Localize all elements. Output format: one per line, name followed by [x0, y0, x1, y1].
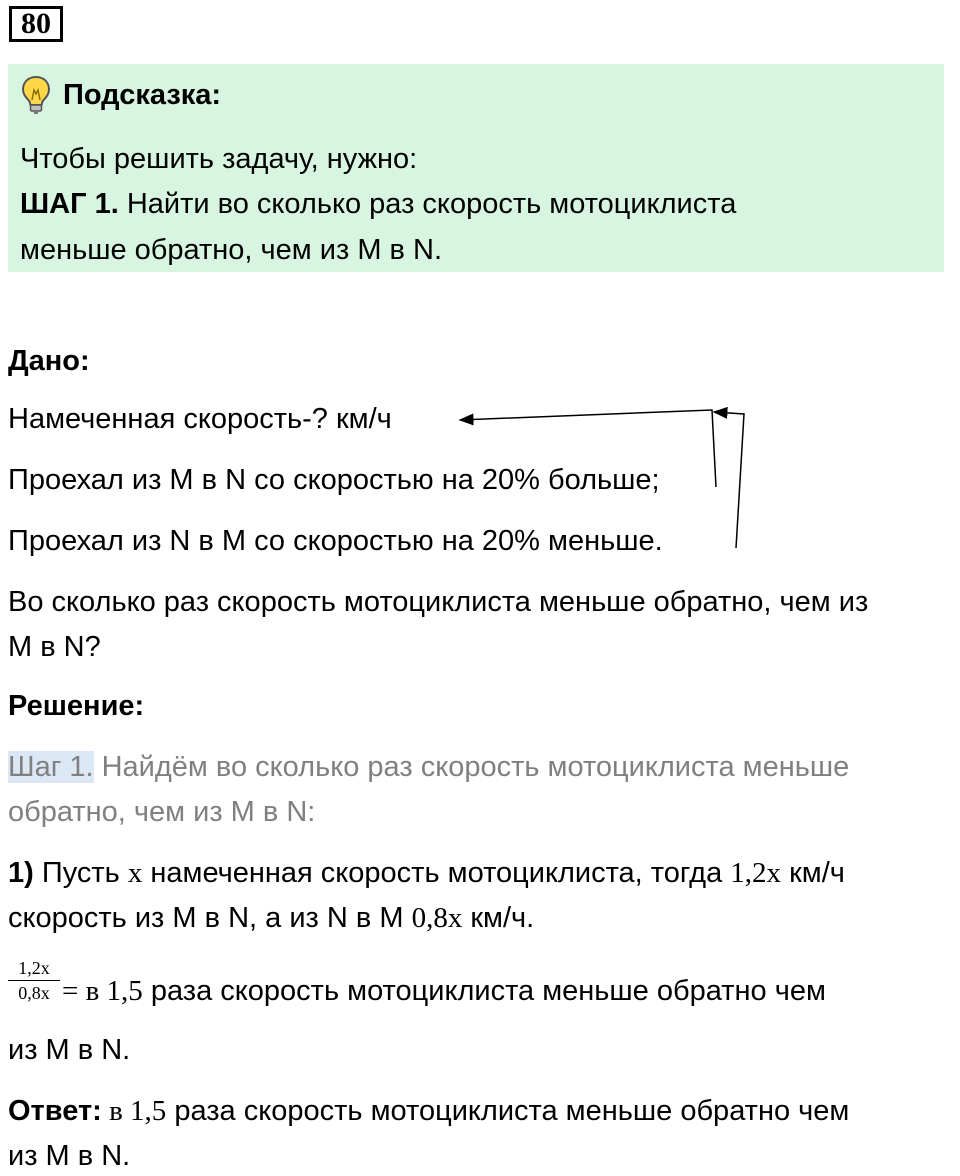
hint-step-line-2: меньше обратно, чем из M в N.: [20, 234, 443, 266]
expr-forward-speed: 1,2x: [730, 857, 782, 889]
task-number: 80: [9, 6, 63, 42]
solution-point-1-line-2: [8, 900, 534, 936]
hint-intro: Чтобы решить задачу, нужно:: [20, 143, 418, 175]
answer-value: в 1,5: [101, 1095, 167, 1127]
solution-heading: Решение:: [8, 690, 145, 722]
fraction-result: = в 1,5: [62, 975, 143, 1007]
fraction-text: раза скорость мотоциклиста меньше обратно чем: [142, 975, 826, 1007]
point-text: км/ч: [781, 857, 845, 889]
answer-label: Ответ:: [8, 1095, 102, 1127]
hint-step-text: Найти во сколько раз скорость мотоциклиста: [118, 188, 737, 220]
point-text: скорость из M в N, а из N в M: [8, 902, 412, 934]
fraction-result-line: [62, 973, 826, 1009]
answer-line-1: [8, 1093, 849, 1129]
answer-line-2: из M в N.: [8, 1140, 131, 1172]
solution-point-1-line-1: [8, 855, 845, 891]
hint-step-label: ШАГ 1.: [20, 188, 119, 220]
fraction: [8, 958, 60, 1003]
expr-return-speed: 0,8x: [411, 902, 463, 934]
answer-text: раза скорость мотоциклиста меньше обратно чем: [166, 1095, 850, 1127]
fraction-denominator: 0,8x: [18, 983, 50, 1003]
question-line-2: M в N?: [8, 631, 101, 663]
solution-step-text: Найдём во сколько раз скорость мотоциклиста меньше: [93, 751, 850, 783]
given-line-2: Проехал из M в N со скоростью на 20% больше;: [8, 464, 660, 496]
solution-step-line-2: обратно, чем из M в N:: [8, 796, 316, 828]
point-number: 1): [8, 857, 34, 889]
given-heading: Дано:: [8, 345, 90, 377]
solution-step-line-1: [8, 749, 849, 785]
point-text: намеченная скорость мотоциклиста, тогда: [142, 857, 731, 889]
var-x: x: [127, 857, 143, 889]
point-text: Пусть: [33, 857, 128, 889]
given-line-1: Намеченная скорость-? км/ч: [8, 403, 392, 435]
solution-step-label: Шаг 1.: [8, 751, 94, 783]
point-text: км/ч.: [462, 902, 535, 934]
fraction-text-line-2: из M в N.: [8, 1034, 131, 1066]
fraction-numerator: 1,2x: [8, 958, 60, 981]
given-line-3: Проехал из N в M со скоростью на 20% меньше.: [8, 525, 663, 557]
question-line-1: Во сколько раз скорость мотоциклиста меньше обратно, чем из: [8, 586, 869, 618]
hint-title-text: Подсказка:: [63, 78, 222, 111]
